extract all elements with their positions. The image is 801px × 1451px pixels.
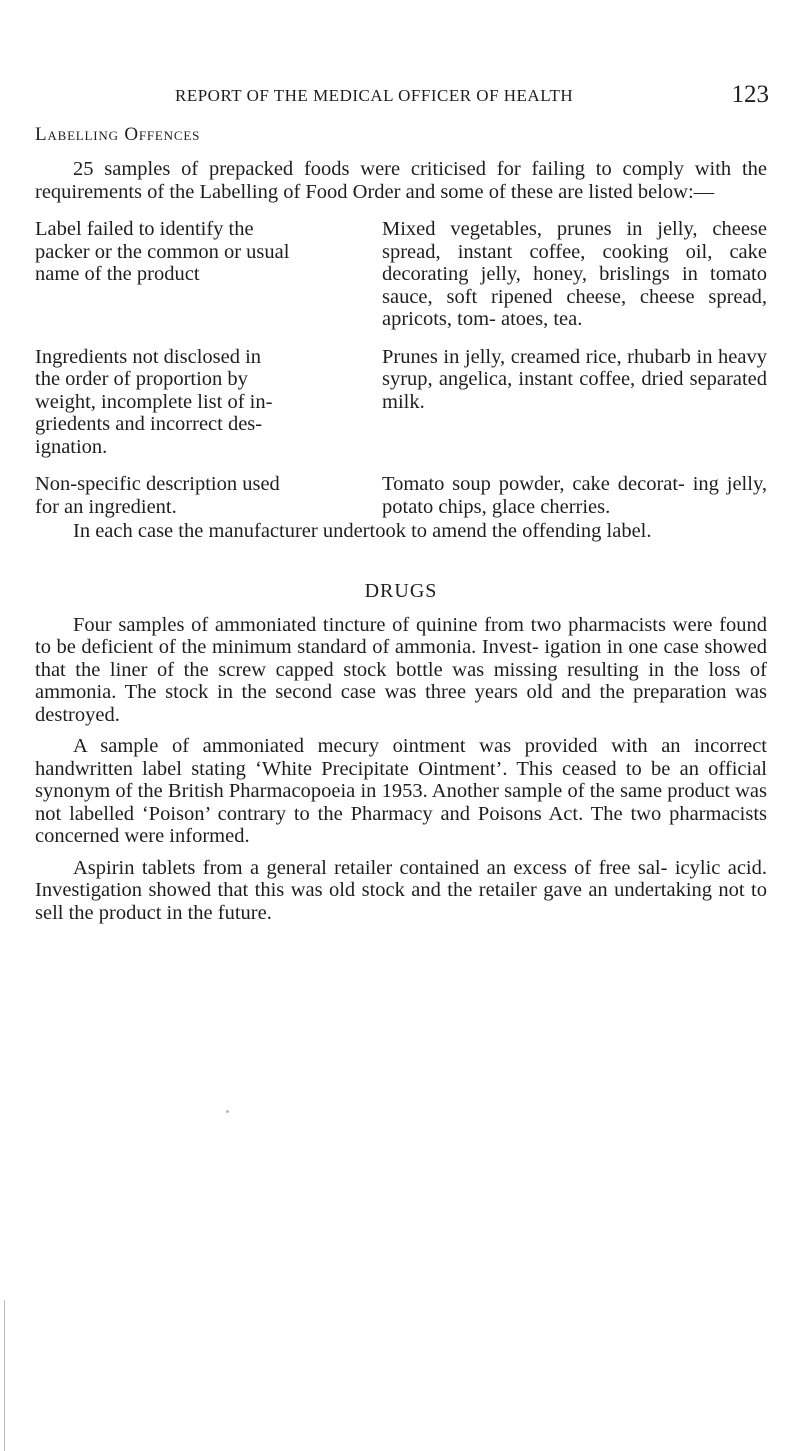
scan-speck [226,1110,229,1113]
offence-category: Ingredients not disclosed in the order of proportion by weight, incomplete list of in- griedents and incorrect des- ignation. [35,345,273,458]
offence-products: Prunes in jelly, creamed rice, rhubarb in heavy syrup, angelica, instant coffee, dried separated milk. [382,345,767,413]
offence-row [35,346,767,459]
offence-row [35,473,767,518]
drugs-body [35,614,767,925]
page-number: 123 [731,81,769,108]
offence-category: Label failed to identify the packer or the common or usual name of the product [35,218,290,285]
labelling-closing: In each case the manufacturer undertook to amend the offending label. [73,520,652,542]
labelling-offences-heading: Labelling Offences [35,124,201,145]
offence-list [35,218,767,518]
document-page [35,0,767,933]
offence-products: Tomato soup powder, cake decorat- ing jelly, potato chips, glace cherries. [382,473,767,518]
scan-edge-line [4,1300,5,1451]
drugs-heading: DRUGS [364,579,438,602]
running-head [35,81,769,110]
drugs-paragraph: Four samples of ammoniated tincture of quinine from two pharmacists were found to be deficient of the minimum standard of ammonia. Invest- igation in one case showed that the liner of the screw capped stock bottle was missing resulting in the loss of ammonia. The stock in the second case was three years old and the preparation was destroyed. [35,613,767,726]
offence-category: Non-specific description used for an ingredient. [35,473,280,518]
offence-products: Mixed vegetables, prunes in jelly, cheese spread, instant coffee, cooking oil, cake decorating jelly, honey, brislings in tomato sauce, soft ripened cheese, cheese spread, apricots, tom- atoes, tea. [382,218,767,330]
offence-row [35,218,767,331]
labelling-intro: 25 samples of prepacked foods were criticised for failing to comply with the requirements of the Labelling of Food Order and some of these are listed below:— [35,158,767,203]
drugs-paragraph: A sample of ammoniated mecury ointment was provided with an incorrect handwritten label stating ‘White Precipitate Ointment’. This ceased to be an official synonym of the British Pharmacopoeia in 1953. Another sample of the same product was not labelled ‘Poison’ contrary to the Pharmacy and Poisons Act. The two pharmacists concerned were informed. [35,735,767,847]
drugs-paragraph: Aspirin tablets from a general retailer contained an excess of free sal- icylic acid. Investigation showed that this was old stock and the retailer gave an undertaking not to sell the product in the future. [35,856,767,924]
running-title: REPORT OF THE MEDICAL OFFICER OF HEALTH [175,86,574,105]
